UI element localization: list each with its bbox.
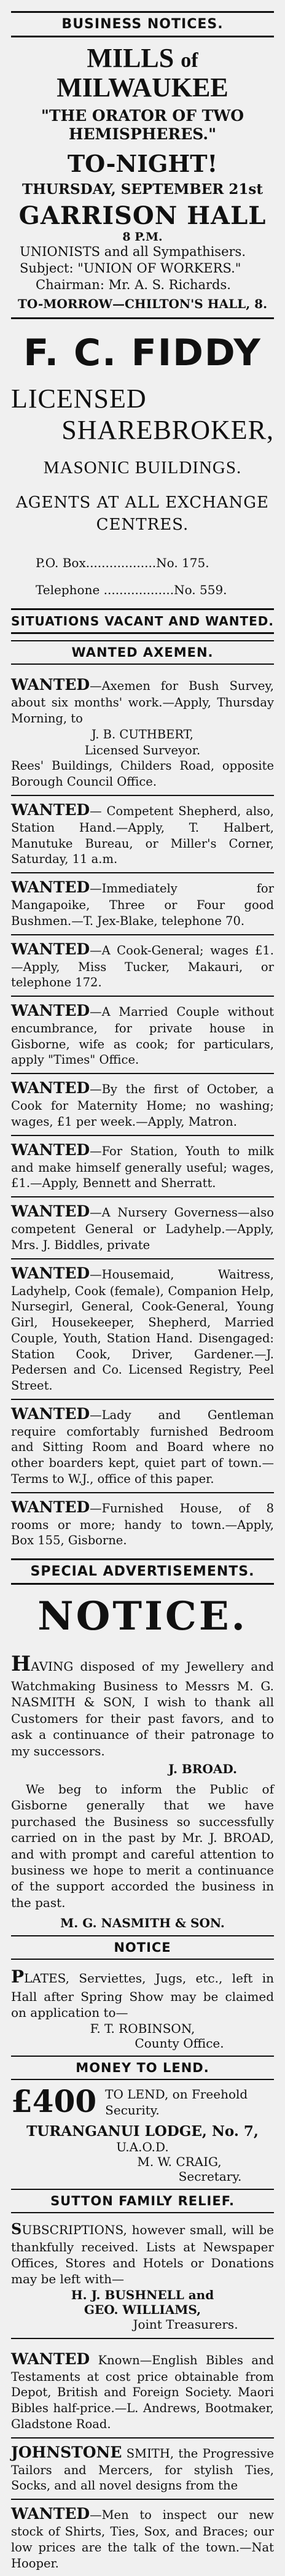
sutton-signer-2: GEO. WILLIAMS, xyxy=(84,2302,201,2317)
sutton-heading: SUTTON FAMILY RELIEF. xyxy=(11,2189,274,2213)
plates-body: PLATES, Serviettes, Jugs, etc., left in Hall after Spring Show may be claimed on application to— xyxy=(11,1967,274,2021)
business-notices-heading: BUSINESS NOTICES. xyxy=(11,11,274,37)
mills-advert xyxy=(11,44,274,311)
wanted-axemen-heading: WANTED AXEMEN. xyxy=(11,640,274,665)
money-advert xyxy=(11,2083,274,2184)
plates-notice xyxy=(11,1966,274,2051)
date-line: THURSDAY, SEPTEMBER 21st xyxy=(22,180,263,198)
tonight-line: TO-NIGHT! xyxy=(67,149,218,177)
list-item: WANTED—Immediately for Mangapoike, Three or Four good Bushmen.—T. Jex-Blake, telephone 70. xyxy=(11,873,274,935)
loan-amount: £400 xyxy=(11,2083,97,2119)
subject-line: Subject: "UNION OF WORKERS." xyxy=(20,261,241,276)
wanted-ads-list xyxy=(11,671,274,1553)
fiddy-advert xyxy=(11,331,274,604)
lodge-signer: M. W. CRAIG, xyxy=(137,2154,222,2169)
divider xyxy=(11,2338,274,2339)
mills-title: MILLS of MILWAUKEE xyxy=(57,43,228,103)
signature-nasmith: M. G. NASMITH & SON. xyxy=(60,1916,225,1931)
licensed-line: LICENSED xyxy=(11,383,147,414)
lodge-signer-title: Secretary. xyxy=(178,2168,242,2184)
loan-text: TO LEND, on Freehold Security. xyxy=(105,2086,248,2118)
sutton-notice xyxy=(11,2219,274,2332)
list-item: WANTED—Lady and Gentleman require comfortably furnished Bedroom and Sitting Room and Board where no other boarders kept, quiet part of town.—Terms to W.J., office of this paper. xyxy=(11,1400,274,1493)
sutton-body: SUBSCRIPTIONS, however small, will be thankfully received. Lists at Newspaper Offices, Stores and Hotels or Donations may be left with— xyxy=(11,2219,274,2287)
notice-title: NOTICE. xyxy=(37,1593,248,1640)
sutton-signer-title: Joint Treasurers. xyxy=(133,2316,238,2332)
lodge-order: U.A.O.D. xyxy=(116,2139,169,2154)
list-item: WANTED—A Married Couple without encumbrance, for private house in Gisborne, wife as cook; for particulars, apply "Times" Office. xyxy=(11,997,274,1074)
list-item: WANTED—For Station, Youth to milk and make himself generally useful; wages, £1.—Apply, Bennett and Sherratt. xyxy=(11,1136,274,1197)
chairman-line: Chairman: Mr. A. S. Richards. xyxy=(36,277,231,293)
list-item: WANTED— Competent Shepherd, also, Station Hand.—Apply, T. Halbert, Manutuke Bureau, or Miller's Corner, Saturday, 11 a.m. xyxy=(11,796,274,873)
agents-line: AGENTS AT ALL EXCHANGE CENTRES. xyxy=(15,493,270,535)
list-item: WANTED—A Cook-General; wages £1.—Apply, Miss Tucker, Makauri, or telephone 172. xyxy=(11,935,274,997)
list-item: WANTED—Furnished House, of 8 rooms or more; handy to town.—Apply, Box 155, Gisborne. xyxy=(11,1498,274,1548)
tail-ads-list xyxy=(11,2345,274,2576)
list-item: WANTED—By the first of October, a Cook for Maternity Home; no washing; wages, £1 per week.—Apply, Matron. xyxy=(11,1074,274,1135)
notice-body-1: HAVING disposed of my Jewellery and Watchmaking Business to Messrs M. G. NASMITH & SON, I wish to thank all Customers for their past favors, and to ask a continuance of their patronage to my successors. xyxy=(11,1652,274,1758)
notice-heading: NOTICE xyxy=(11,1935,274,1960)
list-item: WANTED—Men to inspect our new stock of Shirts, Ties, Sox, and Braces; our low prices are the talk of the town.—Nat Hooper. xyxy=(11,2505,274,2570)
sutton-signer-1: H. J. BUSHNELL and xyxy=(71,2287,214,2302)
orator-line: "THE ORATOR OF TWO HEMISPHERES." xyxy=(41,106,244,143)
fiddy-name: F. C. FIDDY xyxy=(23,331,262,374)
sharebroker-line: SHAREBROKER, xyxy=(61,414,274,445)
telephone-line: Telephone ..................No. 559. xyxy=(36,582,227,598)
plates-signer-title: County Office. xyxy=(135,2035,224,2051)
po-box-line: P.O. Box..................No. 175. xyxy=(36,555,209,571)
list-item: JOHNSTONE SMITH, the Progressive Tailors and Mercers, for stylish Ties, Socks, and all novel designs from the xyxy=(11,2439,274,2500)
money-heading: MONEY TO LEND. xyxy=(11,2056,274,2080)
list-item: WANTED—Axemen for Bush Survey, about six months' work.—Apply, Thursday Morning, to J. B. CUTHBERT, Licensed Surveyor. Rees' Buildings, Childers Road, opposite Borough Council Office. xyxy=(11,671,274,795)
venue-line: GARRISON HALL xyxy=(18,201,267,230)
masonic-line: MASONIC BUILDINGS. xyxy=(43,457,242,478)
time-line: 8 P.M. xyxy=(122,230,163,244)
notice-body-2: We beg to inform the Public of Gisborne generally that we have purchased the Business so successfully carried on in the past by Mr. J. BROAD, and with prompt and careful attention to business we hope to merit a continuance of the support accorded the business in the past. xyxy=(11,1781,274,1910)
invite-line: UNIONISTS and all Sympathisers. xyxy=(20,244,246,259)
list-item: WANTED Known—English Bibles and Testaments at cost price obtainable from Depot, British and Foreign Society. Maori Bibles half-price.—L. Andrews, Bootmaker, Gladstone Road. xyxy=(11,2345,274,2439)
signature-broad: J. BROAD. xyxy=(168,1761,237,1776)
divider xyxy=(11,317,274,319)
list-item: WANTED—A Nursery Governess—also competent General or Ladyhelp.—Apply, Mrs. J. Biddles, private xyxy=(11,1197,274,1259)
broad-notice xyxy=(11,1593,274,1930)
tomorrow-line: TO-MORROW—CHILTON'S HALL, 8. xyxy=(17,296,268,311)
lodge-name: TURANGANUI LODGE, No. 7, xyxy=(26,2122,259,2140)
situations-heading: SITUATIONS VACANT AND WANTED. xyxy=(11,608,274,634)
special-ads-heading: SPECIAL ADVERTISEMENTS. xyxy=(11,1558,274,1585)
plates-signer: F. T. ROBINSON, xyxy=(90,2021,195,2036)
list-item: WANTED—Housemaid, Waitress, Ladyhelp, Cook (female), Companion Help, Nursegirl, General, Cook-General, Young Girl, Housekeeper, Shepherd, Married Couple, Youth, Station Hand. Disengaged: Station Cook, Driver, Gardener.—J. Pedersen and Co. Licensed Registry, Peel Street. xyxy=(11,1259,274,1400)
